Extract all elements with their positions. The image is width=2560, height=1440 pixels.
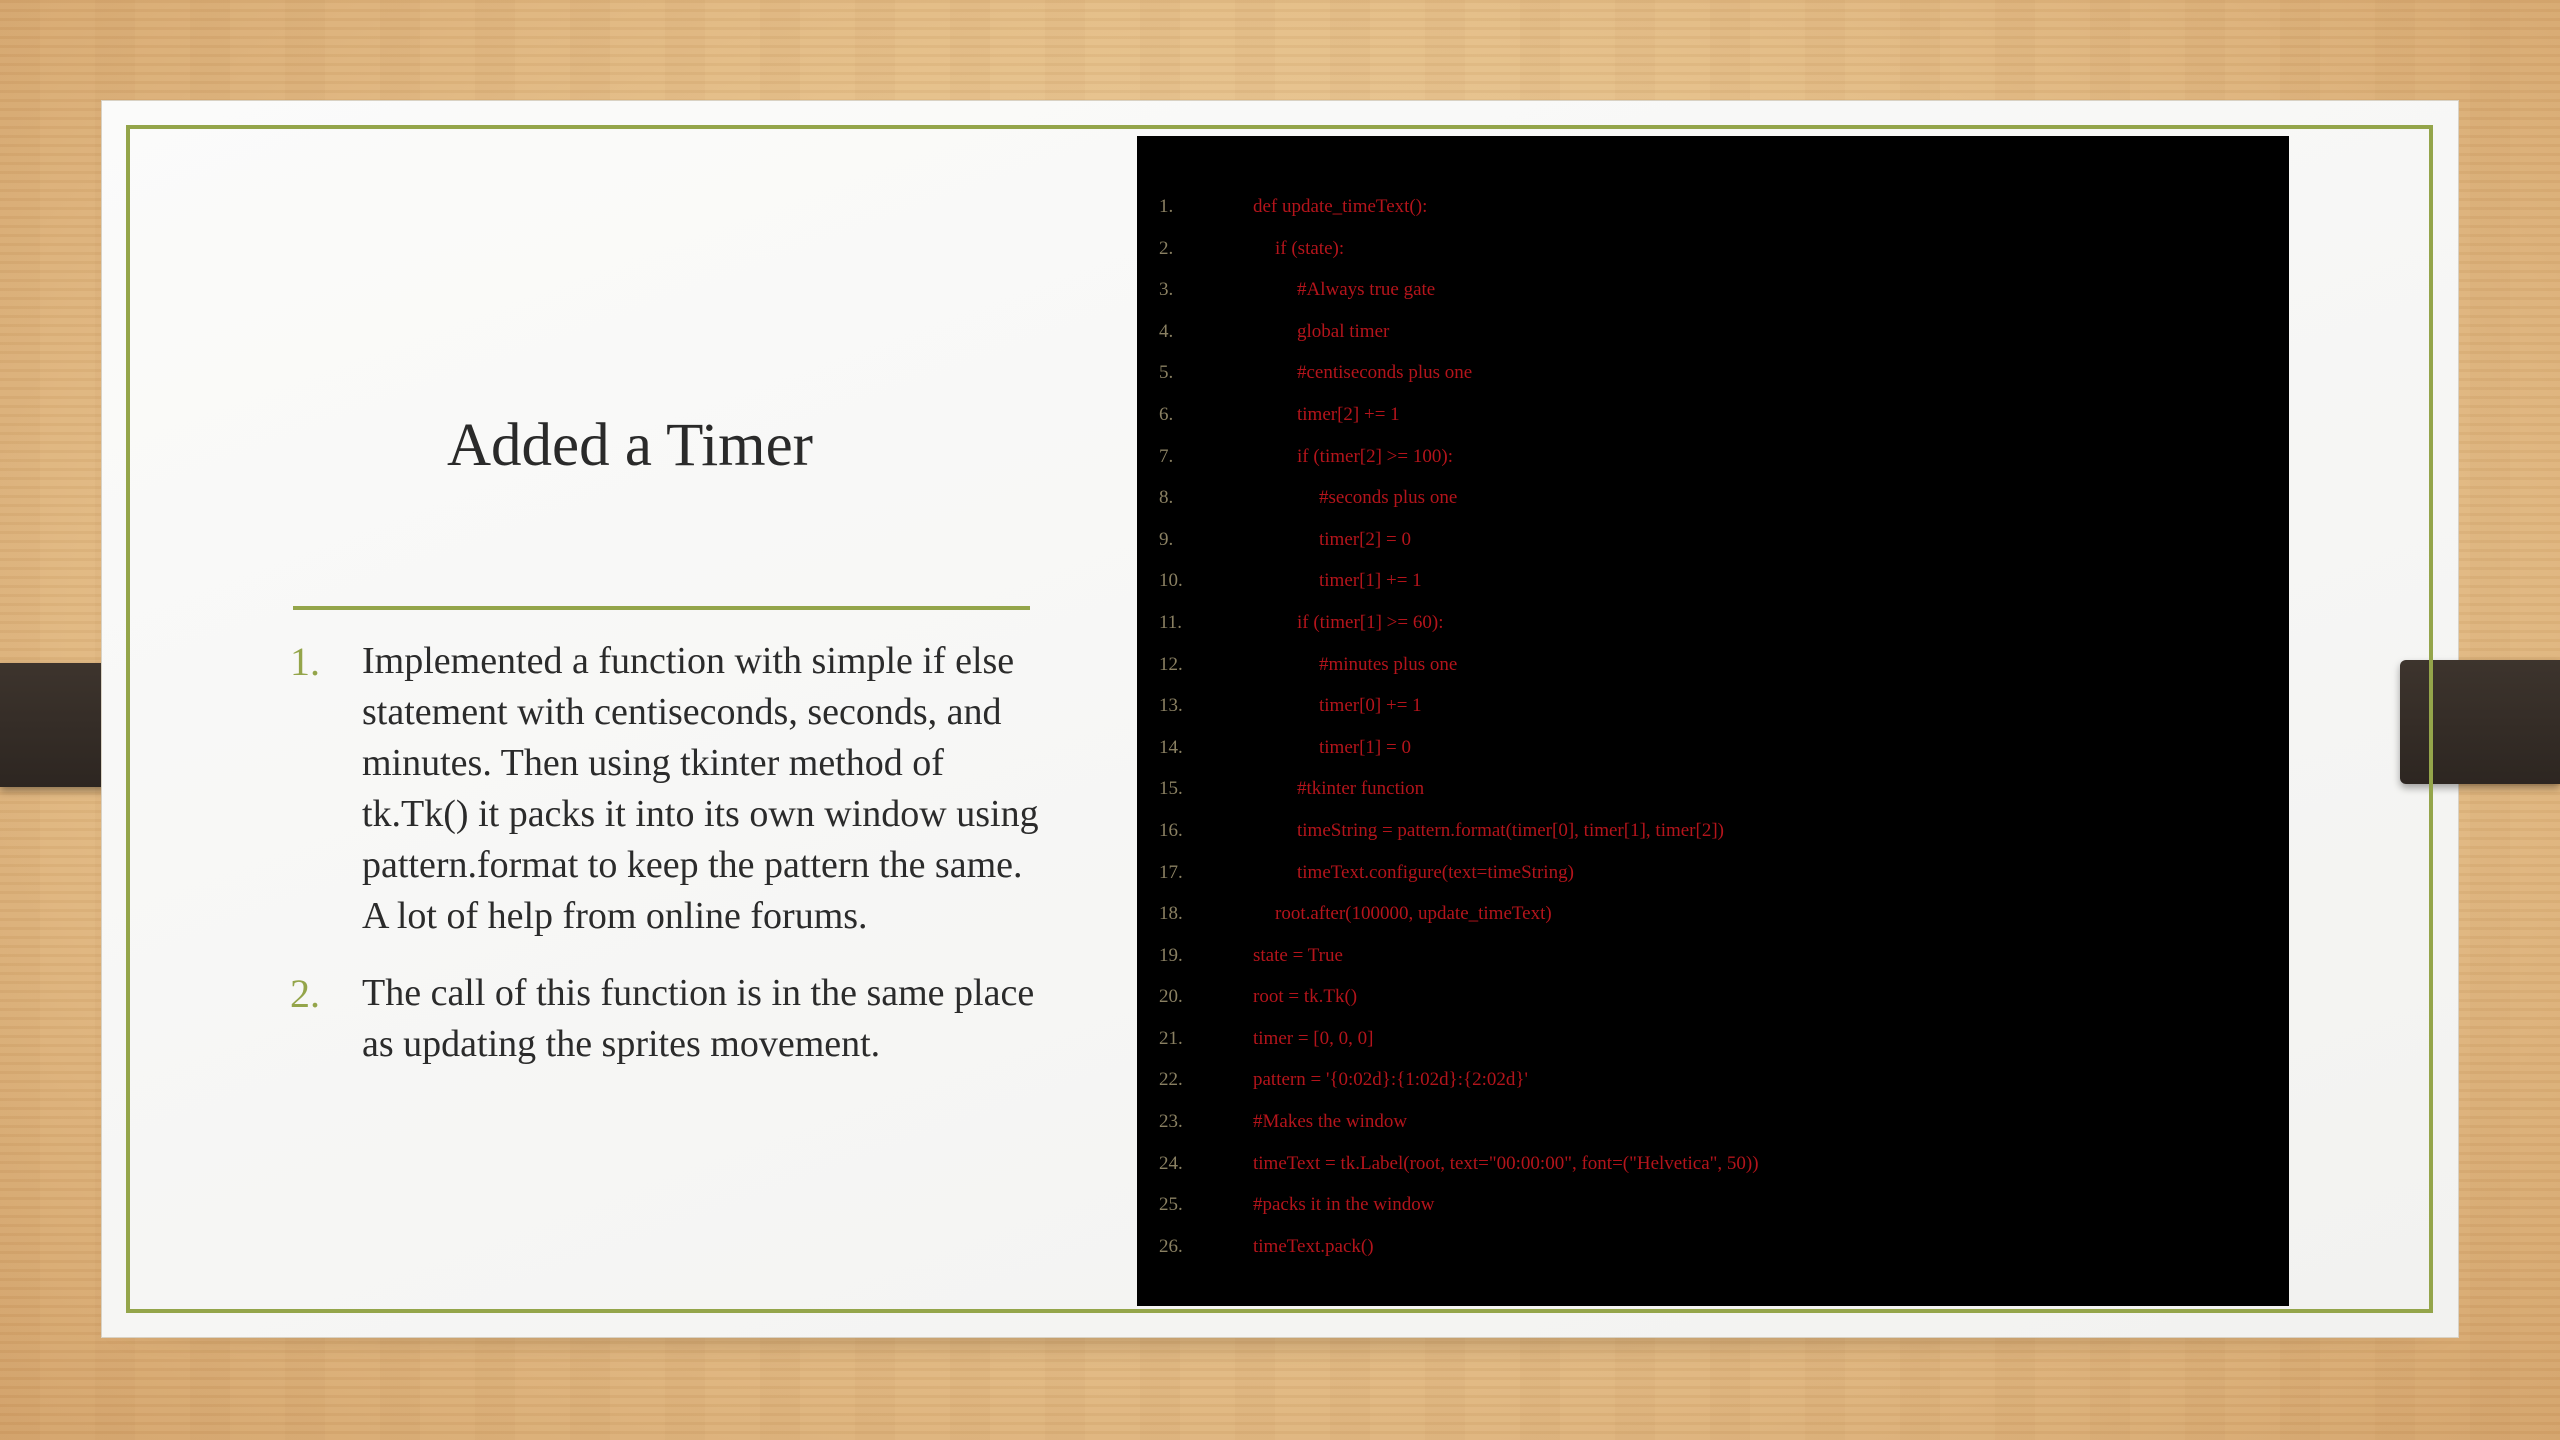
code-line [1137, 602, 2289, 644]
line-code: #Makes the window [1253, 1111, 1408, 1133]
line-code: #tkinter function [1297, 778, 1425, 800]
code-line [1137, 893, 2289, 935]
slide-title: Added a Timer [447, 411, 813, 479]
code-line [1137, 519, 2289, 561]
code-line [1137, 269, 2289, 311]
line-code: timer[0] += 1 [1319, 695, 1422, 717]
code-line [1137, 935, 2289, 977]
code-line [1137, 727, 2289, 769]
code-line [1137, 477, 2289, 519]
line-number: 26. [1159, 1235, 1183, 1257]
line-code: timer[1] += 1 [1319, 570, 1422, 592]
line-number: 21. [1159, 1027, 1183, 1049]
bullet-item [290, 636, 1050, 942]
code-line [1137, 228, 2289, 270]
line-number: 14. [1159, 736, 1183, 758]
line-number: 1. [1159, 196, 1174, 217]
line-number: 25. [1159, 1194, 1183, 1216]
code-line [1137, 1101, 2289, 1143]
line-number: 17. [1159, 861, 1183, 883]
code-line [1137, 1059, 2289, 1101]
line-code: state = True [1253, 944, 1343, 966]
line-number: 11. [1159, 611, 1183, 633]
bullet-item [290, 968, 1050, 1070]
line-number: 18. [1159, 903, 1183, 925]
code-line [1137, 394, 2289, 436]
line-code: timer[2] += 1 [1297, 403, 1400, 425]
line-code: #seconds plus one [1319, 487, 1458, 509]
line-code: timer[2] = 0 [1319, 528, 1411, 550]
code-line [1137, 1226, 2289, 1268]
code-line [1137, 976, 2289, 1018]
line-number: 4. [1159, 320, 1174, 342]
line-number: 10. [1159, 570, 1183, 592]
line-code: #Always true gate [1297, 279, 1436, 301]
line-number: 6. [1159, 403, 1174, 425]
line-code: timeText = tk.Label(root, text="00:00:00", font=("Helvetica", 50)) [1253, 1152, 1759, 1174]
line-code: def update_timeText(): [1253, 196, 1428, 217]
line-code: timer = [0, 0, 0] [1253, 1027, 1374, 1049]
line-number: 20. [1159, 986, 1183, 1008]
line-code: timeText.pack() [1253, 1235, 1374, 1257]
line-code: timer[1] = 0 [1319, 736, 1411, 758]
line-code: root.after(100000, update_timeText) [1275, 903, 1552, 925]
line-code: root = tk.Tk() [1253, 986, 1358, 1008]
code-line [1137, 1143, 2289, 1185]
bullet-list [290, 636, 1050, 1096]
bullet-text: Implemented a function with simple if else statement with centiseconds, seconds, and minutes. Then using tkinter method of tk.Tk() it packs it into its own window using pattern.format to keep the pattern the same. A lot of help from online forums. [362, 640, 1039, 937]
line-number: 3. [1159, 279, 1174, 301]
code-line [1137, 436, 2289, 478]
code-panel [1137, 136, 2289, 1306]
line-number: 12. [1159, 653, 1183, 675]
code-line [1137, 644, 2289, 686]
line-code: if (timer[1] >= 60): [1297, 611, 1444, 633]
line-code: timeText.configure(text=timeString) [1297, 861, 1574, 883]
line-number: 24. [1159, 1152, 1183, 1174]
line-number: 15. [1159, 778, 1183, 800]
code-line [1137, 685, 2289, 727]
code-line [1137, 810, 2289, 852]
line-number: 19. [1159, 944, 1183, 966]
code-line [1137, 852, 2289, 894]
line-number: 22. [1159, 1069, 1183, 1091]
line-code: pattern = '{0:02d}:{1:02d}:{2:02d}' [1253, 1069, 1528, 1091]
line-number: 13. [1159, 695, 1183, 717]
code-line [1137, 186, 2289, 228]
line-number: 2. [1159, 237, 1174, 259]
code-line [1137, 352, 2289, 394]
line-code: global timer [1297, 320, 1390, 342]
line-code: timeString = pattern.format(timer[0], timer[1], timer[2]) [1297, 819, 1724, 841]
code-line [1137, 768, 2289, 810]
code-line [1137, 1018, 2289, 1060]
bullet-number: 1. [290, 639, 320, 684]
line-number: 9. [1159, 528, 1174, 550]
line-code: #packs it in the window [1253, 1194, 1435, 1216]
bullet-text: The call of this function is in the same place as updating the sprites movement. [362, 972, 1035, 1065]
code-line [1137, 311, 2289, 353]
line-code: #minutes plus one [1319, 653, 1458, 675]
line-number: 7. [1159, 445, 1174, 467]
line-number: 23. [1159, 1111, 1183, 1133]
line-number: 16. [1159, 819, 1183, 841]
line-number: 8. [1159, 487, 1174, 509]
title-divider [293, 606, 1030, 610]
code-lines [1137, 186, 2289, 1267]
line-code: if (timer[2] >= 100): [1297, 445, 1453, 467]
bullet-number: 2. [290, 971, 320, 1016]
line-number: 5. [1159, 362, 1174, 384]
code-line [1137, 560, 2289, 602]
code-line [1137, 1184, 2289, 1226]
line-code: #centiseconds plus one [1297, 362, 1473, 384]
line-code: if (state): [1275, 237, 1345, 259]
